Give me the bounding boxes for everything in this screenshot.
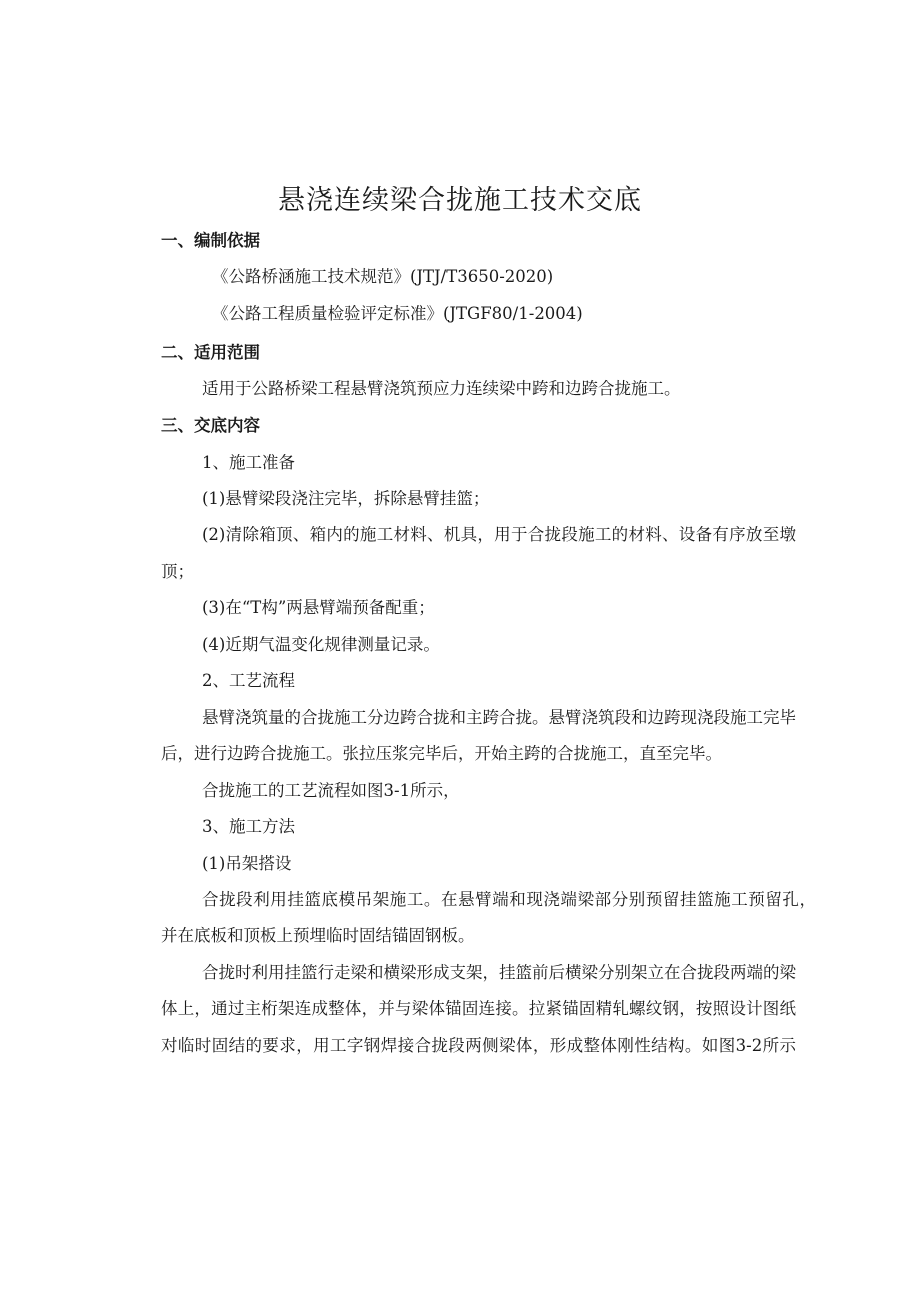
paragraph-line: 合拢段利用挂篮底模吊架施工。在悬臂端和现浇端梁部分别预留挂篮施工预留孔，: [202, 890, 816, 909]
list-item: (1)悬臂梁段浇注完毕，拆除悬臂挂篮；: [202, 489, 490, 508]
paragraph-line: 体上，通过主桁架连成整体，并与梁体锚固连接。拉紧锚固精轧螺纹钢，按照设计图纸: [161, 999, 796, 1018]
section-heading-scope: 二、适用范围: [161, 343, 260, 362]
paragraph-line: 合拢施工的工艺流程如图3-1所示，: [202, 781, 460, 800]
subheading-preparation: 1、施工准备: [202, 453, 295, 472]
section-heading-content: 三、交底内容: [161, 416, 260, 435]
subheading-process: 2、工艺流程: [202, 671, 295, 690]
list-item: (2)清除箱顶、箱内的施工材料、机具，用于合拢段施工的材料、设备有序放至墩: [202, 525, 796, 544]
scope-text: 适用于公路桥梁工程悬臂浇筑预应力连续梁中跨和边跨合拢施工。: [202, 379, 681, 398]
paragraph-line: 并在底板和顶板上预埋临时固结锚固钢板。: [161, 926, 475, 945]
list-item: (3)在“T构”两悬臂端预备配重；: [202, 598, 435, 617]
paragraph-line: 合拢时利用挂篮行走梁和横梁形成支架，挂篮前后横梁分别架立在合拢段两端的梁: [202, 963, 796, 982]
paragraph-line: 后，进行边跨合拢施工。张拉压浆完毕后，开始主跨的合拢施工，直至完毕。: [161, 744, 722, 763]
paragraph-line: 对临时固结的要求，用工字钢焊接合拢段两侧梁体，形成整体刚性结构。如图3-2所示: [161, 1036, 796, 1055]
document-title: 悬浇连续梁合拢施工技术交底: [278, 185, 642, 216]
paragraph-line: 悬臂浇筑量的合拢施工分边跨合拢和主跨合拢。悬臂浇筑段和边跨现浇段施工完毕: [202, 708, 796, 727]
list-item-continuation: 顶；: [161, 562, 194, 581]
list-item: (4)近期气温变化规律测量记录。: [202, 635, 440, 654]
reference-item: 《公路桥涵施工技术规范》(JTJ/T3650-2020): [212, 267, 554, 286]
subheading-method: 3、施工方法: [202, 817, 295, 836]
section-heading-basis: 一、编制依据: [161, 231, 260, 250]
reference-item: 《公路工程质量检验评定标准》(JTGF80/1-2004): [212, 304, 583, 323]
method-item: (1)吊架搭设: [202, 854, 292, 873]
